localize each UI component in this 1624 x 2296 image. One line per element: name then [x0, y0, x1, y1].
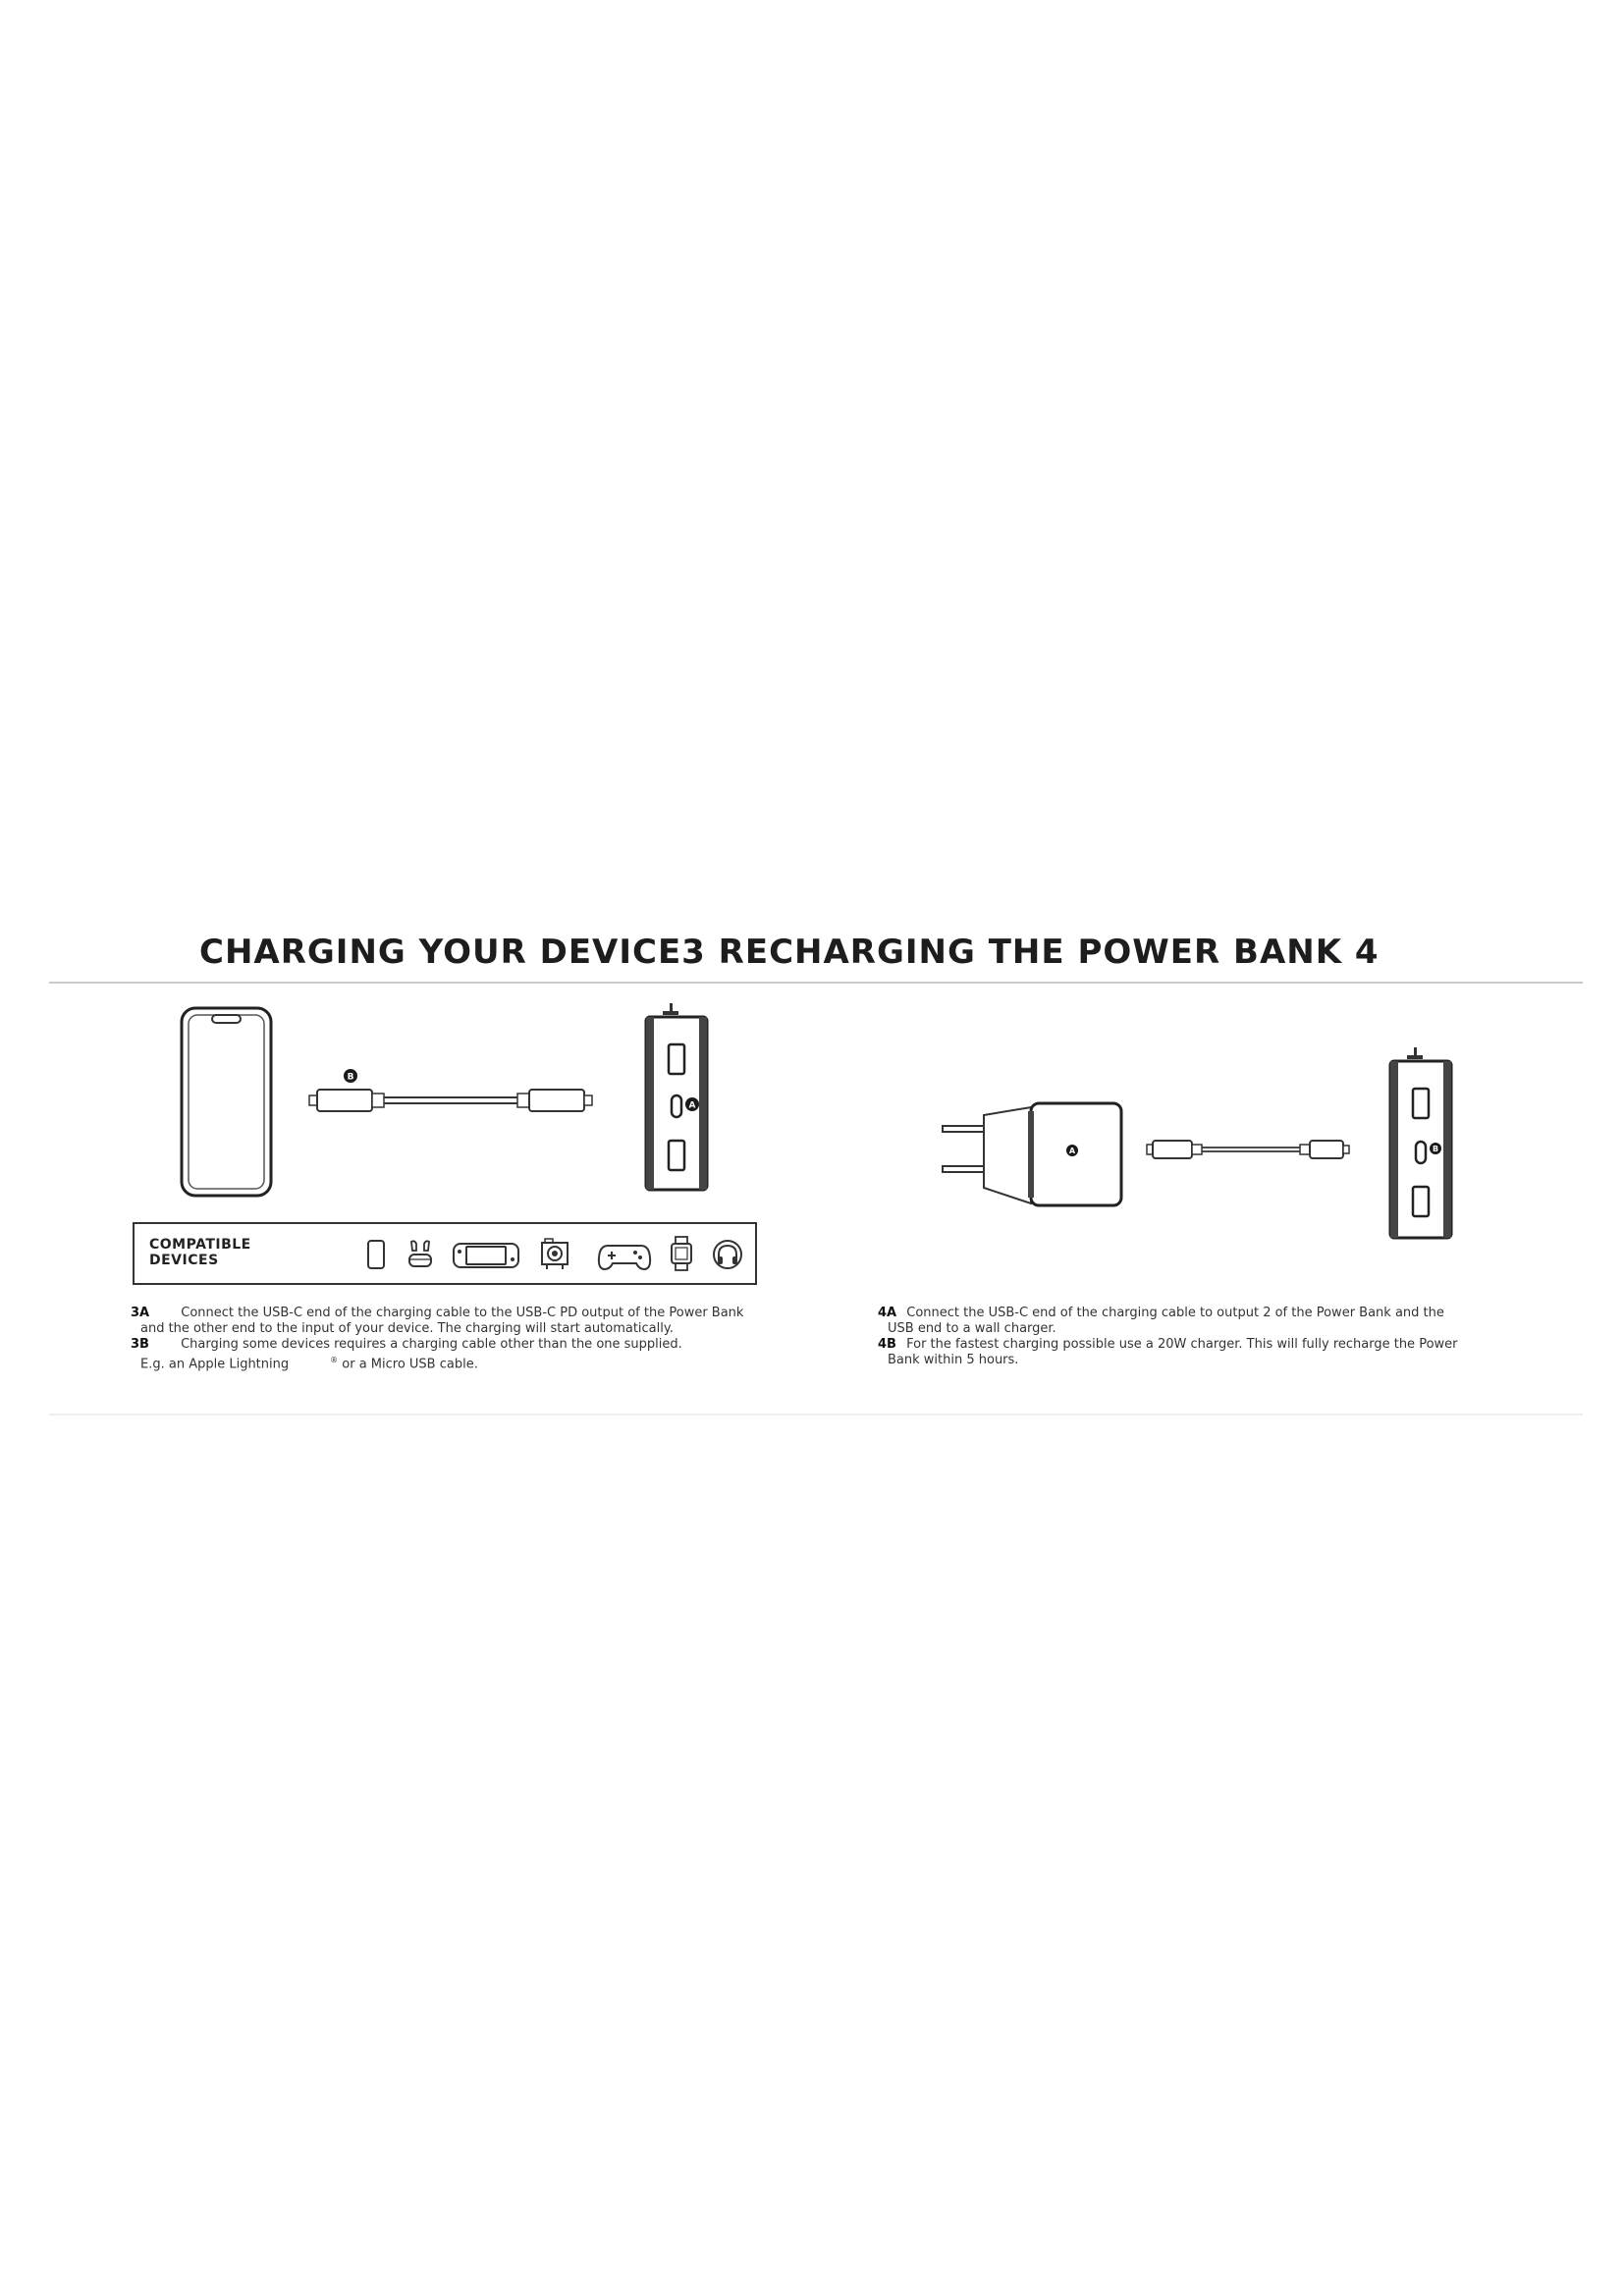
step-4a-number: 4A — [878, 1306, 897, 1320]
step-3b-text: Charging some devices requires a charging cable other than the one supplied. — [181, 1337, 682, 1352]
marker-a-label: A — [688, 1100, 696, 1111]
step-3b-example: E.g. an Apple Lightning — [140, 1357, 290, 1372]
instruction-4a-line2: USB end to a wall charger. — [888, 1321, 1056, 1336]
step-4b-text: For the fastest charging possible use a 20W charger. This will fully recharge the Power — [906, 1337, 1458, 1352]
handheld-console-icon — [452, 1242, 520, 1269]
instruction-3b-line1 — [131, 1337, 682, 1353]
step-3a-text: Connect the USB-C end of the charging cable to the USB-C PD output of the Power Bank — [181, 1306, 744, 1320]
action-camera-icon — [539, 1237, 570, 1270]
wall-charger-illustration — [943, 1101, 1124, 1209]
instruction-4b-line2: Bank within 5 hours. — [888, 1353, 1019, 1367]
instruction-4a-line1 — [878, 1306, 1444, 1321]
headphones-icon — [712, 1239, 743, 1270]
marker-b-port — [1429, 1142, 1442, 1155]
marker-a-port — [684, 1096, 700, 1112]
instruction-4b-line1 — [878, 1337, 1458, 1353]
power-bank-illustration — [643, 1001, 712, 1193]
earbuds-icon — [406, 1239, 435, 1270]
instruction-3b-line2 — [140, 1353, 478, 1372]
usb-a-to-c-cable-illustration — [1147, 1137, 1353, 1162]
step-3b-number: 3B — [131, 1337, 149, 1352]
step-3b-example-end: or a Micro USB cable. — [342, 1357, 478, 1372]
bottom-divider — [49, 1414, 1583, 1415]
smartwatch-icon — [669, 1235, 694, 1272]
marker-b-cable — [343, 1068, 358, 1084]
marker-a-charger-label: A — [1068, 1147, 1076, 1155]
phone-icon — [366, 1239, 386, 1270]
gamepad-icon — [598, 1242, 651, 1271]
title-divider — [49, 982, 1583, 984]
marker-b-port-label: B — [1432, 1145, 1439, 1153]
step-4b-number: 4B — [878, 1337, 896, 1352]
step-4a-text: Connect the USB-C end of the charging cable to output 2 of the Power Bank and the — [906, 1306, 1444, 1320]
compatible-label-line2: DEVICES — [149, 1253, 219, 1268]
instruction-3a-line1 — [131, 1306, 743, 1321]
instruction-3a-line2: and the other end to the input of your device. The charging will start automatically. — [140, 1321, 674, 1336]
marker-b-label: B — [347, 1072, 354, 1083]
marker-a-charger — [1065, 1144, 1079, 1157]
phone-illustration — [180, 1006, 273, 1198]
page-title: CHARGING YOUR DEVICE3 RECHARGING THE POWER BANK 4 — [199, 933, 1380, 972]
step-3a-number: 3A — [131, 1306, 150, 1320]
power-bank-illustration-right — [1387, 1045, 1456, 1242]
compatible-devices-label — [149, 1237, 251, 1268]
compatible-label-line1: COMPATIBLE — [149, 1237, 251, 1253]
trademark-symbol: ® — [330, 1356, 339, 1364]
